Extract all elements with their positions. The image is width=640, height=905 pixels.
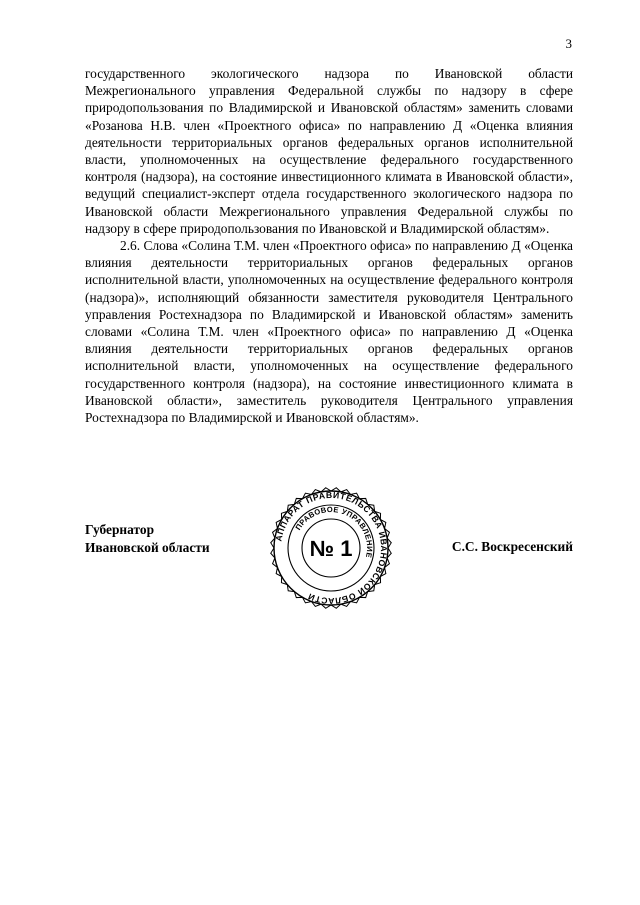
paragraph-2-6: 2.6. Слова «Солина Т.М. член «Проектного офиса» по направлению Д «Оценка влияния деятельности территориальных органов федеральных органов исполнительной власти, уполномоченных на осуществление федерального контроля (надзора)», исполняющий обязанности заместителя руководителя Центрального управления Ростехнадзора по Владимирской и Ивановской областям» заменить словами «Солина Т.М. член «Проектного офиса» по направлению Д «Оценка влияния деятельности территориальных органов федеральных органов исполнительной власти, уполномоченных на осуществление федерального государственного контроля (надзора), на состояние инвестиционного климата в Ивановской области», заместитель руководителя Центрального управления Ростехнадзора по Владимирской и Ивановской областям». [85, 238, 573, 426]
signatory-name: С.С. Воскресенский [451, 539, 573, 554]
signatory-position-line1: Губернатор [85, 522, 155, 537]
page-number: 3 [565, 36, 572, 51]
signatory-position-line2: Ивановской области [85, 539, 210, 555]
official-seal [269, 486, 393, 610]
seal-outer-text: АППАРАТ ПРАВИТЕЛЬСТВА ИВАНОВСКОЙ ОБЛАСТИ [273, 489, 390, 607]
document-body [85, 65, 573, 426]
seal-inner-text: ПРАВОВОЕ УПРАВЛЕНИЕ [293, 504, 375, 559]
paragraph-continuation: государственного экологического надзора по Ивановской области Межрегионального управления Федеральной службы по надзору в сфере природопользования по Владимирской и Ивановской областям» заменить словами «Розанова Н.В. член «Проектного офиса» по направлению Д «Оценка влияния деятельности территориальных органов федеральных органов исполнительной власти, уполномоченных на осуществление федерального государственного контроля (надзора), на состояние инвестиционного климата в Ивановской области», ведущий специалист-эксперт отдела государственного экологического надзора по Ивановской области Межрегионального управления Федеральной службы по надзору в сфере природопользования по Ивановской и Владимирской областям». [85, 66, 573, 236]
seal-center-text: № 1 [309, 536, 353, 561]
signatory-position [85, 521, 210, 556]
